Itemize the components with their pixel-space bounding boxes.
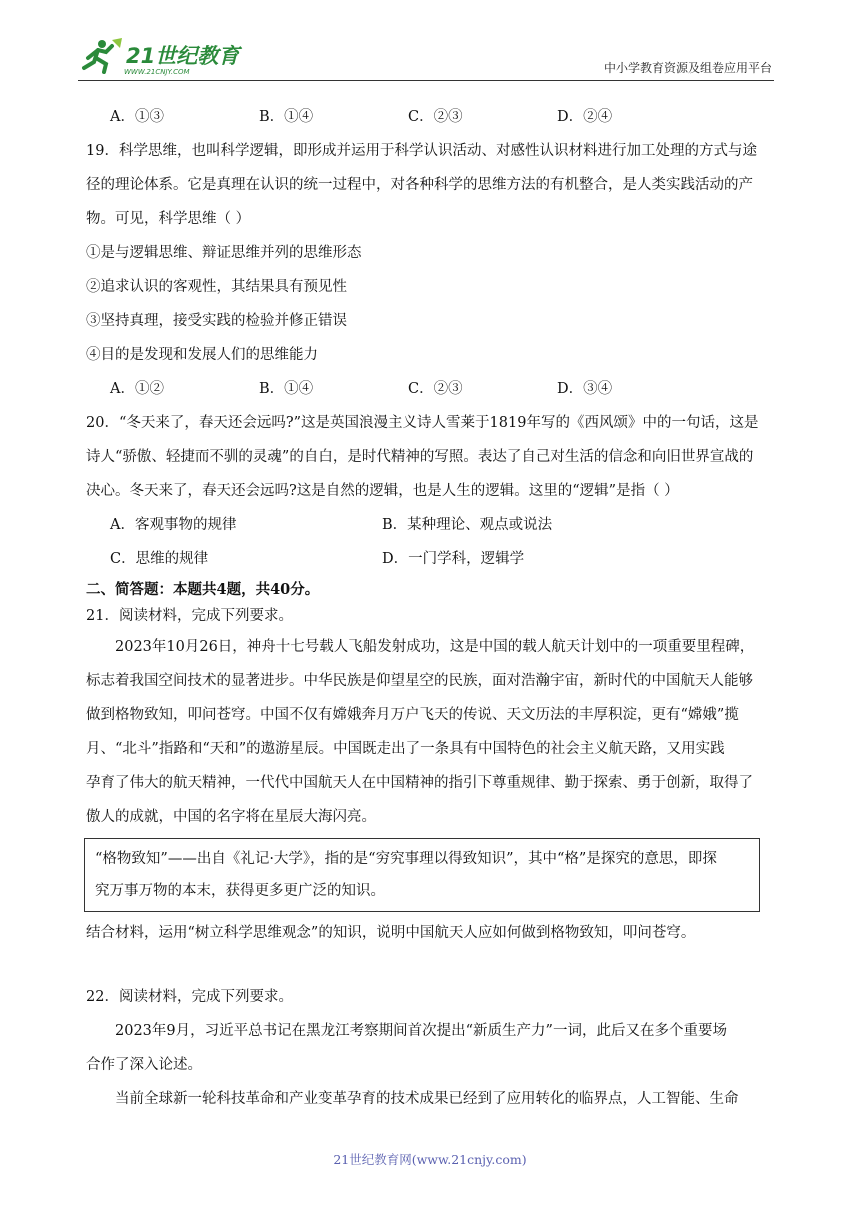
q20-options bbox=[86, 542, 776, 576]
page-footer: 21世纪教育网(www.21cnjy.com) bbox=[333, 1152, 527, 1167]
material-line: 孕育了伟大的航天精神，一代代中国航天人在中国精神的指引下尊重规律、勤于探索、勇于创新，取得了 bbox=[86, 775, 753, 791]
section-heading: 二、简答题：本题共4题，共40分。 bbox=[86, 581, 320, 598]
note-box bbox=[84, 838, 760, 912]
q19-item: ②追求认识的客观性，其结果具有预见性 bbox=[86, 279, 347, 295]
platform-name: 中小学教育资源及组卷应用平台 bbox=[603, 61, 772, 75]
material-line: 傲人的成就，中国的名字将在星辰大海闪亮。 bbox=[86, 809, 376, 825]
material-line: 2023年9月，习近平总书记在黑龙江考察期间首次提出“新质生产力”一词，此后又在多个重要场 bbox=[115, 1023, 727, 1039]
q19-text: 19．科学思维，也叫科学逻辑，即形成并运用于科学认识活动、对感性认识材料进行加工处理的方式与途 bbox=[86, 143, 757, 159]
q21-intro: 21．阅读材料，完成下列要求。 bbox=[86, 608, 293, 624]
note-line: 究万事万物的本末，获得更多更广泛的知识。 bbox=[95, 883, 385, 899]
document-body bbox=[86, 100, 776, 1116]
q19-item: ③坚持真理，接受实践的检验并修正错误 bbox=[86, 313, 347, 329]
q20-text: 20．“冬天来了，春天还会远吗?”这是英国浪漫主义诗人雪莱于1819年写的《西风颂》中的一句话，这是 bbox=[86, 415, 759, 431]
page-header bbox=[78, 36, 774, 81]
runner-icon bbox=[84, 38, 122, 72]
option: A．①③ bbox=[110, 109, 164, 125]
logo-21cnjy bbox=[78, 36, 248, 76]
material-line: 做到格物致知，叩问苍穹。中国不仅有嫦娥奔月万户飞天的传说、天文历法的丰厚积淀，更有“嫦娥”揽 bbox=[86, 707, 739, 723]
option: D．一门学科，逻辑学 bbox=[382, 551, 525, 567]
option: B．①④ bbox=[259, 381, 314, 397]
q19-text: 物。可见，科学思维（ ） bbox=[86, 211, 251, 227]
option: C．②③ bbox=[408, 109, 463, 125]
q21-question: 结合材料，运用“树立科学思维观念”的知识，说明中国航天人应如何做到格物致知，叩问苍穹。 bbox=[86, 925, 696, 941]
material-line: 标志着我国空间技术的显著进步。中华民族是仰望星空的民族，面对浩瀚宇宙，新时代的中国航天人能够 bbox=[86, 673, 753, 689]
material-line: 月、“北斗”指路和“天和”的遨游星辰。中国既走出了一条具有中国特色的社会主义航天路，又用实践 bbox=[86, 741, 725, 757]
option: D．③④ bbox=[557, 381, 613, 397]
option: B．某种理论、观点或说法 bbox=[382, 517, 553, 533]
material-line: 合作了深入论述。 bbox=[86, 1057, 202, 1073]
option: B．①④ bbox=[259, 109, 314, 125]
option: A．①② bbox=[110, 381, 164, 397]
option: A．客观事物的规律 bbox=[110, 517, 237, 533]
svg-text:21世纪教育: 21世纪教育 bbox=[126, 44, 240, 68]
option: C．②③ bbox=[408, 381, 463, 397]
material-line: 当前全球新一轮科技革命和产业变革孕育的技术成果已经到了应用转化的临界点，人工智能、生命 bbox=[115, 1091, 739, 1107]
q22-intro: 22．阅读材料，完成下列要求。 bbox=[86, 989, 293, 1005]
q20-text: 决心。冬天来了，春天还会远吗?这是自然的逻辑，也是人生的逻辑。这里的“逻辑”是指（ ） bbox=[86, 483, 679, 499]
q19-options bbox=[86, 372, 776, 406]
q19-item: ①是与逻辑思维、辩证思维并列的思维形态 bbox=[86, 245, 362, 261]
note-line: “格物致知”——出自《礼记·大学》，指的是“穷究事理以得致知识”，其中“格”是探究的意思，即探 bbox=[95, 851, 717, 867]
q20-text: 诗人“骄傲、轻捷而不驯的灵魂”的自白，是时代精神的写照。表达了自己对生活的信念和向旧世界宣战的 bbox=[86, 449, 754, 465]
q19-item: ④目的是发现和发展人们的思维能力 bbox=[86, 347, 318, 363]
svg-text:WWW.21CNJY.COM: WWW.21CNJY.COM bbox=[124, 68, 190, 76]
material-line: 2023年10月26日，神舟十七号载人飞船发射成功，这是中国的载人航天计划中的一项重要里程碑， bbox=[115, 639, 755, 655]
option: D．②④ bbox=[557, 109, 613, 125]
q20-options bbox=[86, 508, 776, 542]
q18-options bbox=[86, 100, 776, 134]
q19-text: 径的理论体系。它是真理在认识的统一过程中，对各种科学的思维方法的有机整合，是人类实践活动的产 bbox=[86, 177, 753, 193]
option: C．思维的规律 bbox=[110, 551, 209, 567]
q21-material bbox=[86, 630, 776, 834]
